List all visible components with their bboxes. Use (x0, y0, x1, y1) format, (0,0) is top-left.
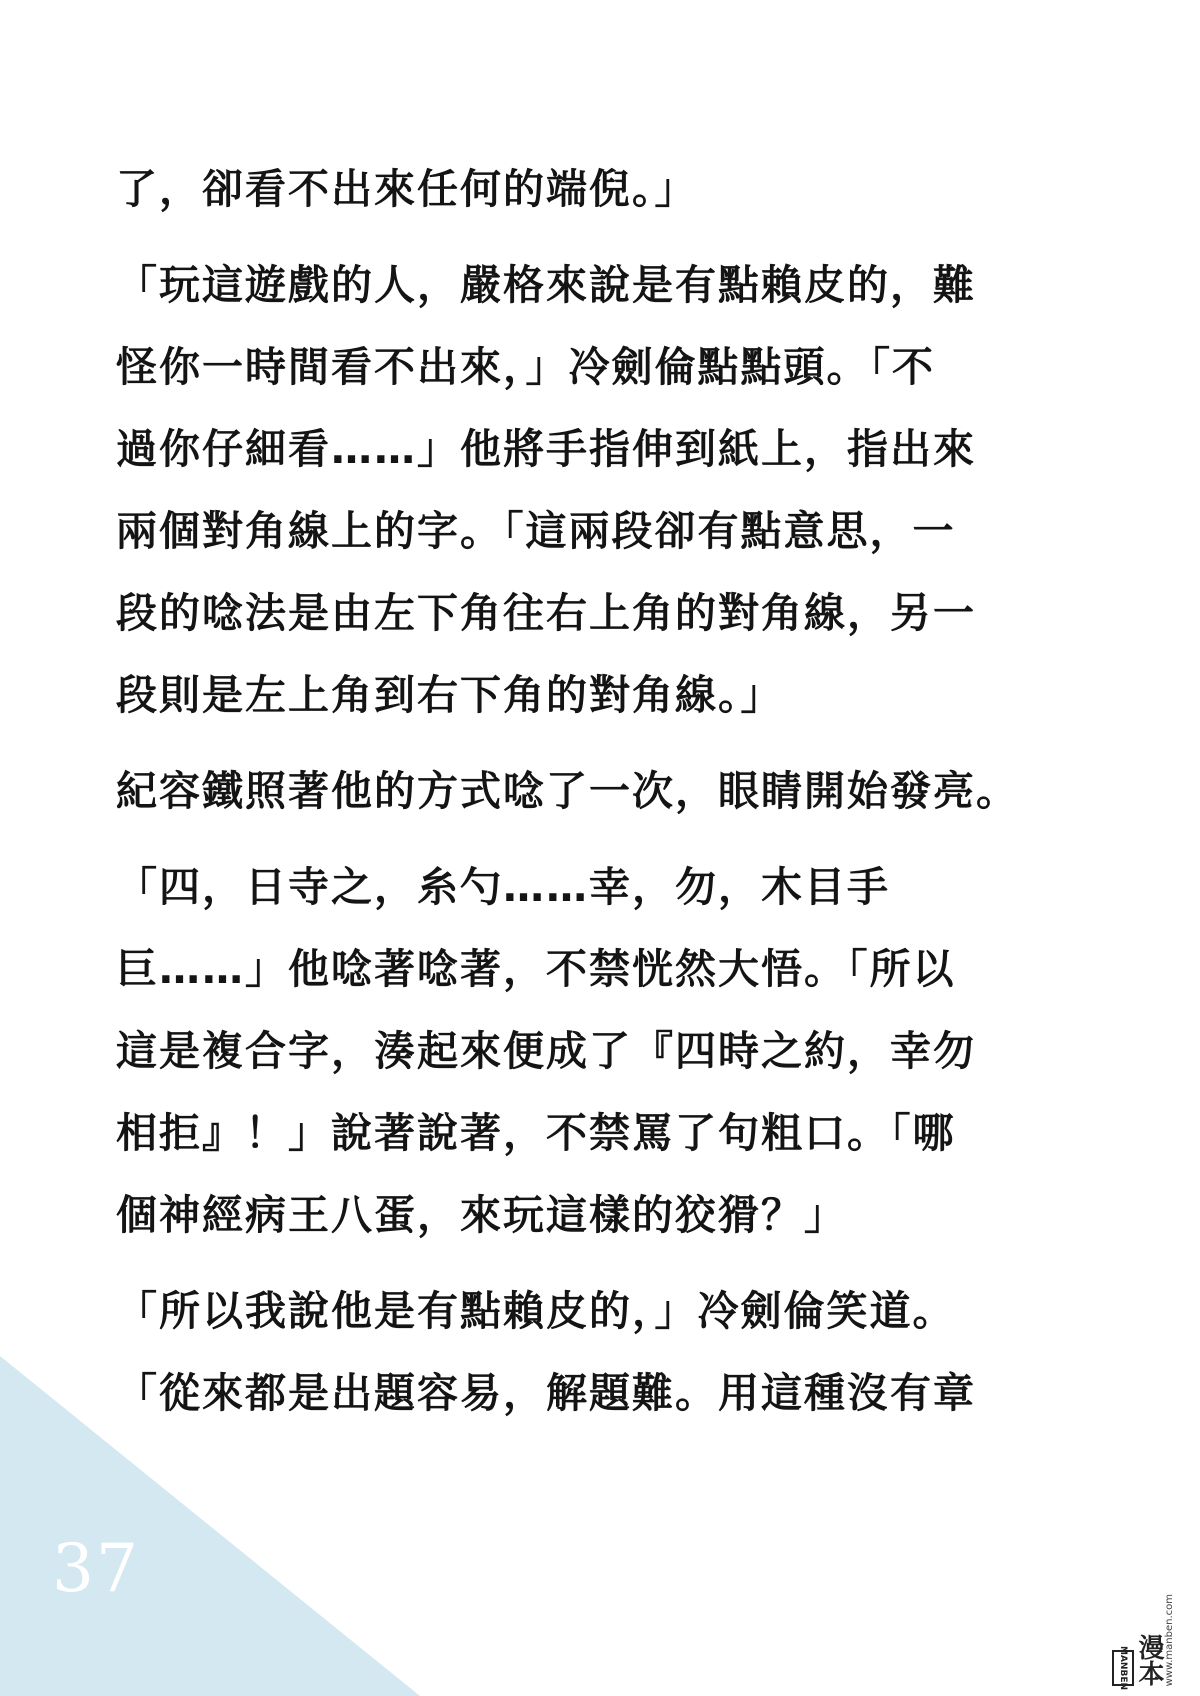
paragraph (116, 1270, 1106, 1434)
watermark-url: www.manben.com (1164, 1593, 1175, 1686)
text-line: 段則是左上角到右下角的對角線。」 (116, 671, 784, 719)
paragraph (116, 148, 1106, 230)
text-line: 段的唸法是由左下角往右上角的對角線，另一 (116, 589, 976, 637)
text-line: 過你仔細看……」他將手指伸到紙上，指出來 (116, 425, 976, 473)
text-line: 怪你一時間看不出來，」冷劍倫點點頭。「不 (116, 343, 935, 391)
text-line: 巨……」他唸著唸著，不禁恍然大悟。「所以 (116, 945, 956, 993)
text-line: 相拒』！」說著說著，不禁罵了句粗口。「哪 (116, 1109, 956, 1157)
paragraph (116, 244, 1106, 736)
text-line: 「玩這遊戲的人，嚴格來說是有點賴皮的，難 (116, 261, 976, 309)
text-line: 個神經病王八蛋，來玩這樣的狡猾？」 (116, 1191, 847, 1239)
watermark-logo (1112, 1548, 1182, 1690)
text-line: 這是複合字，湊起來便成了『四時之約，幸勿 (116, 1027, 976, 1075)
watermark-name: 漫本 (1134, 1634, 1164, 1686)
paragraph (116, 750, 1106, 832)
text-line: 「所以我說他是有點賴皮的，」冷劍倫笑道。 (116, 1287, 956, 1335)
text-line: 了，卻看不出來任何的端倪。」 (116, 165, 698, 213)
text-line: 「四，日寺之，糸勺……幸，勿，木目手 (116, 863, 890, 911)
paragraph (116, 846, 1106, 1256)
page-number: 37 (52, 1530, 140, 1607)
text-line: 兩個對角線上的字。「這兩段卻有點意思，一 (116, 507, 956, 555)
body-text (116, 148, 1106, 1448)
text-line: 「從來都是出題容易，解題難。用這種沒有章 (116, 1369, 976, 1417)
watermark-box: MANBEN (1112, 1650, 1134, 1686)
text-line: 紀容鐵照著他的方式唸了一次，眼睛開始發亮。 (116, 767, 1019, 815)
